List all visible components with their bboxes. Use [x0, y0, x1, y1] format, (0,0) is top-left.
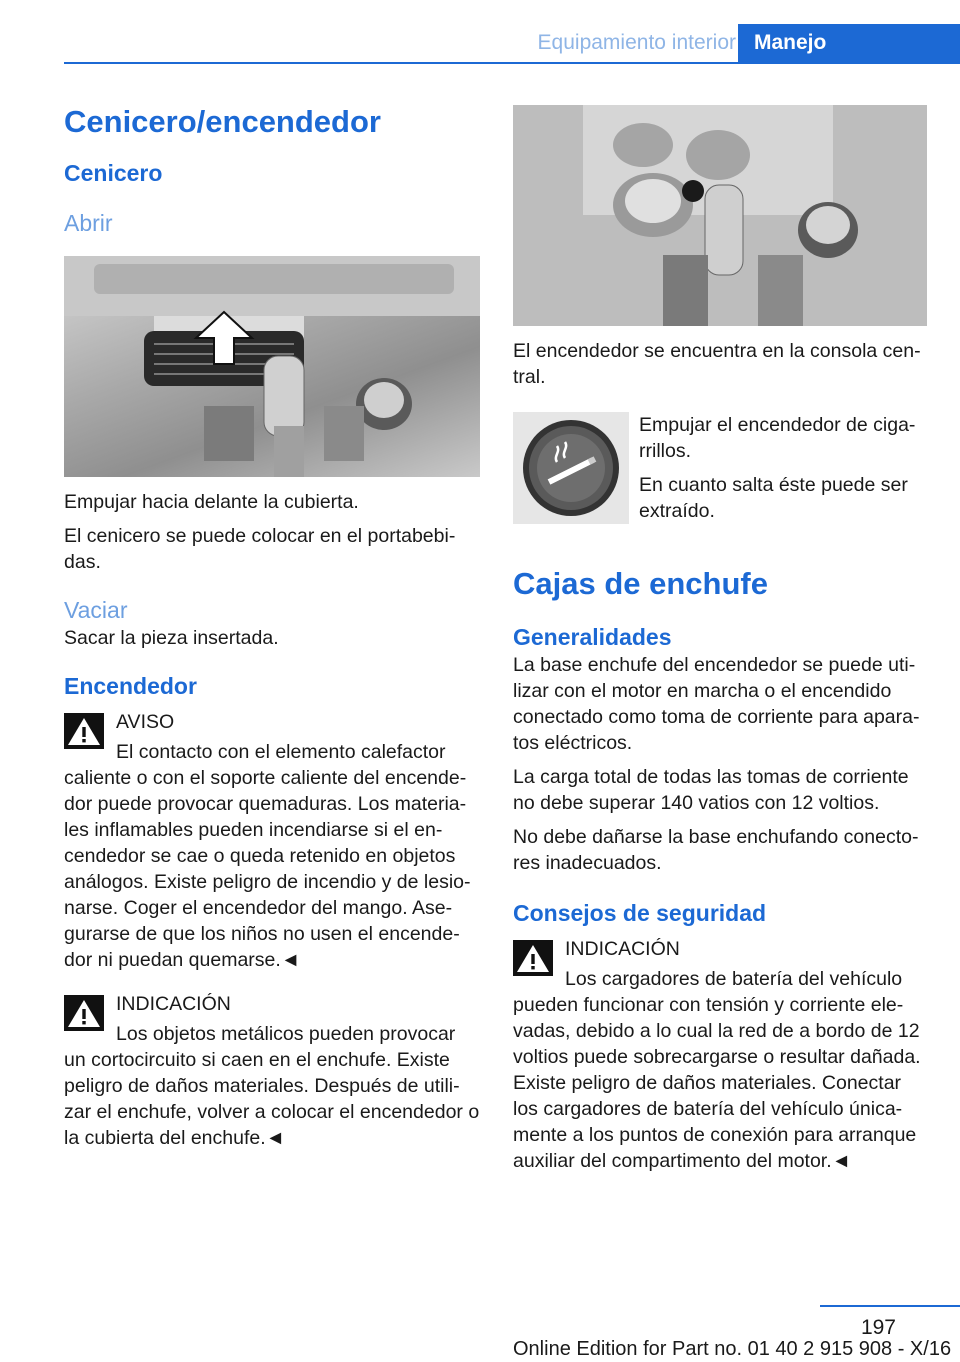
text-gen-1: La base enchufe del encendedor se puede uti‐lizar con el motor en marcha o el encendido conectado como toma de corriente para apara‐tos eléctricos. — [513, 654, 920, 754]
text-empujar: Empujar el encendedor de ciga‐rrillos. — [639, 414, 916, 462]
page-title: Cenicero/encendedor — [64, 104, 381, 139]
warning-indicacion-2-body: Los cargadores de batería del vehículo pueden funcionar con tensión y corriente ele‐vadas, debido a lo cual la red de a bordo de 12 voltios puede sobrecargarse o resultar dañada. Existe peligro de daños materiales. Conectar los cargadores de batería del vehículo única‐mente a los puntos de conexión para arranque auxiliar del compartimento del motor.◄ — [513, 968, 921, 1172]
lighter-image — [513, 412, 629, 524]
right-column — [513, 105, 927, 1174]
page-number: 197 — [860, 1316, 896, 1339]
heading-abrir: Abrir — [64, 210, 113, 236]
console-illustration — [513, 105, 927, 326]
heading-generalidades: Generalidades — [513, 624, 672, 650]
warning-aviso-title: AVISO — [116, 711, 175, 733]
text-abrir-1: Empujar hacia delante la cubierta. — [64, 491, 359, 513]
heading-vaciar: Vaciar — [64, 597, 128, 623]
heading-cajas: Cajas de enchufe — [513, 566, 768, 601]
cigarette-lighter-icon — [513, 412, 629, 524]
heading-consejos: Consejos de seguridad — [513, 900, 767, 926]
warning-indicacion-2-title: INDICACIÓN — [565, 938, 680, 960]
text-gen-2: La carga total de todas las tomas de corriente no debe superar 140 vatios con 12 voltios. — [513, 766, 909, 814]
text-abrir-2: El cenicero se puede colocar en el portabebi‐das. — [64, 525, 456, 573]
text-salta: En cuanto salta éste puede ser extraído. — [639, 474, 908, 522]
footer-divider — [820, 1305, 960, 1307]
header-divider — [64, 62, 960, 64]
ashtray-illustration — [64, 256, 480, 477]
lighter-block — [513, 412, 927, 528]
text-consola: El encendedor se encuentra en la consola cen‐tral. — [513, 340, 921, 388]
console-photo — [513, 105, 927, 326]
edition-line: Online Edition for Part no. 01 40 2 915 908 - X/16 — [513, 1338, 952, 1360]
warning-aviso-body: El contacto con el elemento calefactor caliente o con el soporte caliente del encende‐dor puede provocar quemaduras. Los materia‐les inflamables pueden incendiarse si el en‐cendedor se cae o queda retenido en objetos análogos. Existe peligro de incendio y de lesio‐narse. Coger el encendedor del mango. Ase‐gurarse de que los niños no usen el encende‐dor ni puedan quemarse.◄ — [64, 741, 471, 971]
heading-encendedor: Encendedor — [64, 673, 197, 699]
warning-indicacion-1 — [64, 991, 480, 1151]
text-gen-3: No debe dañarse la base enchufando conecto‐res inadecuados. — [513, 826, 919, 874]
text-vaciar: Sacar la pieza insertada. — [64, 627, 279, 649]
warning-triangle-icon — [64, 713, 104, 749]
left-column — [64, 100, 480, 1151]
warning-indicacion-1-body: Los objetos metálicos pueden provocar un cortocircuito si caen en el enchufe. Existe peligro de daños materiales. Después de utili‐zar el enchufe, volver a colocar el encendedor o la cubierta del enchufe.◄ — [64, 1023, 480, 1149]
heading-cenicero: Cenicero — [64, 160, 163, 186]
page-header — [0, 24, 960, 62]
header-chapter-tab[interactable]: Manejo — [738, 24, 960, 64]
header-section: Equipamiento interior — [537, 31, 736, 54]
warning-triangle-icon — [64, 995, 104, 1031]
warning-indicacion-2 — [513, 936, 927, 1174]
ashtray-photo — [64, 256, 480, 477]
warning-triangle-icon — [513, 940, 553, 976]
warning-aviso — [64, 709, 480, 973]
warning-indicacion-1-title: INDICACIÓN — [116, 993, 231, 1015]
